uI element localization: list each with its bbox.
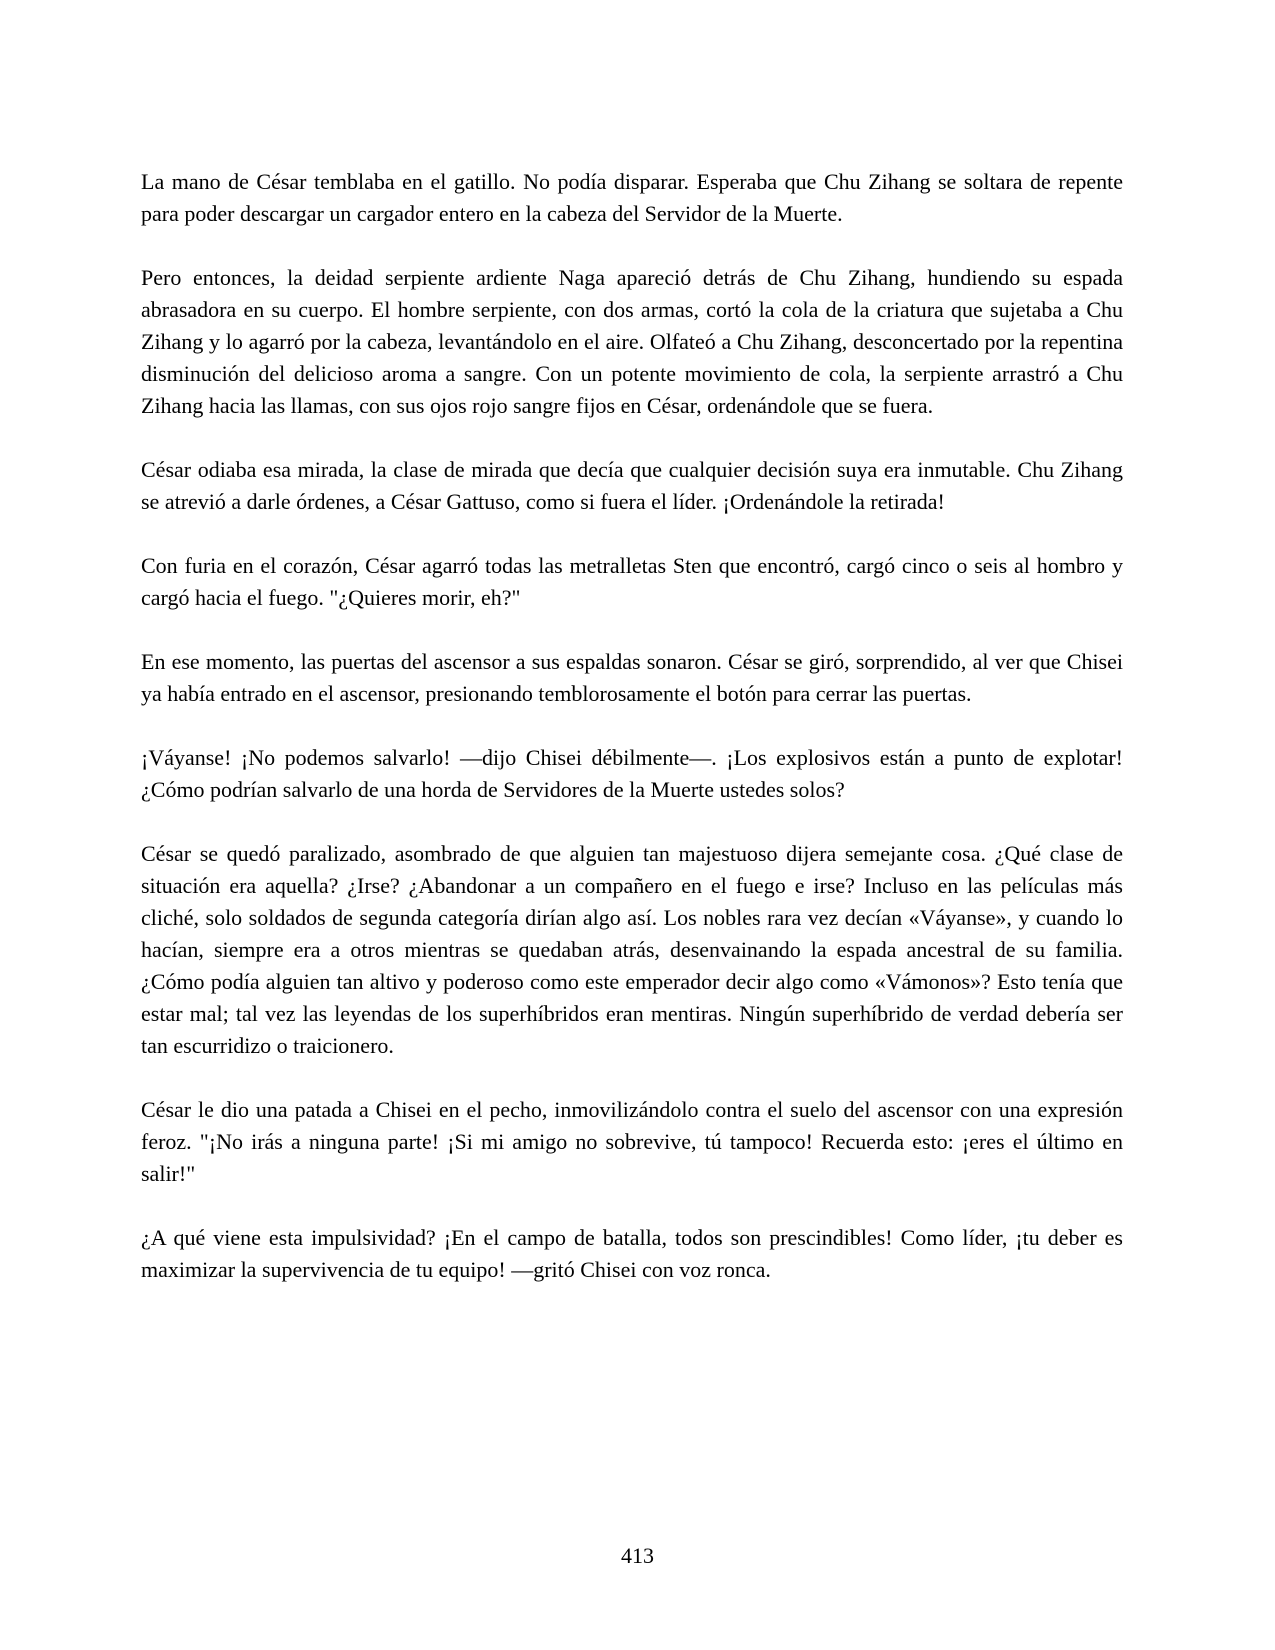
paragraph: ¿A qué viene esta impulsividad? ¡En el campo de batalla, todos son prescindibles! Como líder, ¡tu deber es maximizar la supervivencia de tu equipo! —gritó Chisei con voz ronca. — [141, 1225, 1123, 1282]
page-number: 413 — [621, 1543, 654, 1568]
paragraph: En ese momento, las puertas del ascensor a sus espaldas sonaron. César se giró, sorprendido, al ver que Chisei ya había entrado en el ascensor, presionando temblorosamente el botón para cerrar las puertas. — [141, 649, 1123, 706]
paragraph: César se quedó paralizado, asombrado de que alguien tan majestuoso dijera semejante cosa. ¿Qué clase de situación era aquella? ¿Irse? ¿Abandonar a un compañero en el fuego e irse? Incluso en las películas más cliché, solo soldados de segunda categoría dirían algo así. Los nobles rara vez decían «Váyanse», y cuando lo hacían, siempre era a otros mientras se quedaban atrás, desenvainando la espada ancestral de su familia. ¿Cómo podía alguien tan altivo y poderoso como este emperador decir algo como «Vámonos»? Esto tenía que estar mal; tal vez las leyendas de los superhíbridos eran mentiras. Ningún superhíbrido de verdad debería ser tan escurridizo o traicionero. — [141, 841, 1123, 1058]
paragraph: César le dio una patada a Chisei en el pecho, inmovilizándolo contra el suelo del ascensor con una expresión feroz. "¡No irás a ninguna parte! ¡Si mi amigo no sobrevive, tú tampoco! Recuerda esto: ¡eres el último en salir!" — [141, 1097, 1123, 1186]
paragraph: ¡Váyanse! ¡No podemos salvarlo! —dijo Chisei débilmente—. ¡Los explosivos están a punto de explotar! ¿Cómo podrían salvarlo de una horda de Servidores de la Muerte ustedes solos? — [141, 745, 1123, 802]
paragraph: Con furia en el corazón, César agarró todas las metralletas Sten que encontró, cargó cinco o seis al hombro y cargó hacia el fuego. "¿Quieres morir, eh?" — [141, 553, 1123, 610]
paragraph: Pero entonces, la deidad serpiente ardiente Naga apareció detrás de Chu Zihang, hundiendo su espada abrasadora en su cuerpo. El hombre serpiente, con dos armas, cortó la cola de la criatura que sujetaba a Chu Zihang y lo agarró por la cabeza, levantándolo en el aire. Olfateó a Chu Zihang, desconcertado por la repentina disminución del delicioso aroma a sangre. Con un potente movimiento de cola, la serpiente arrastró a Chu Zihang hacia las llamas, con sus ojos rojo sangre fijos en César, ordenándole que se fuera. — [141, 265, 1123, 418]
paragraph: La mano de César temblaba en el gatillo. No podía disparar. Esperaba que Chu Zihang se soltara de repente para poder descargar un cargador entero en la cabeza del Servidor de la Muerte. — [141, 169, 1123, 226]
paragraph: César odiaba esa mirada, la clase de mirada que decía que cualquier decisión suya era inmutable. Chu Zihang se atrevió a darle órdenes, a César Gattuso, como si fuera el líder. ¡Ordenándole la retirada! — [141, 457, 1123, 514]
text-content — [141, 166, 1123, 1286]
